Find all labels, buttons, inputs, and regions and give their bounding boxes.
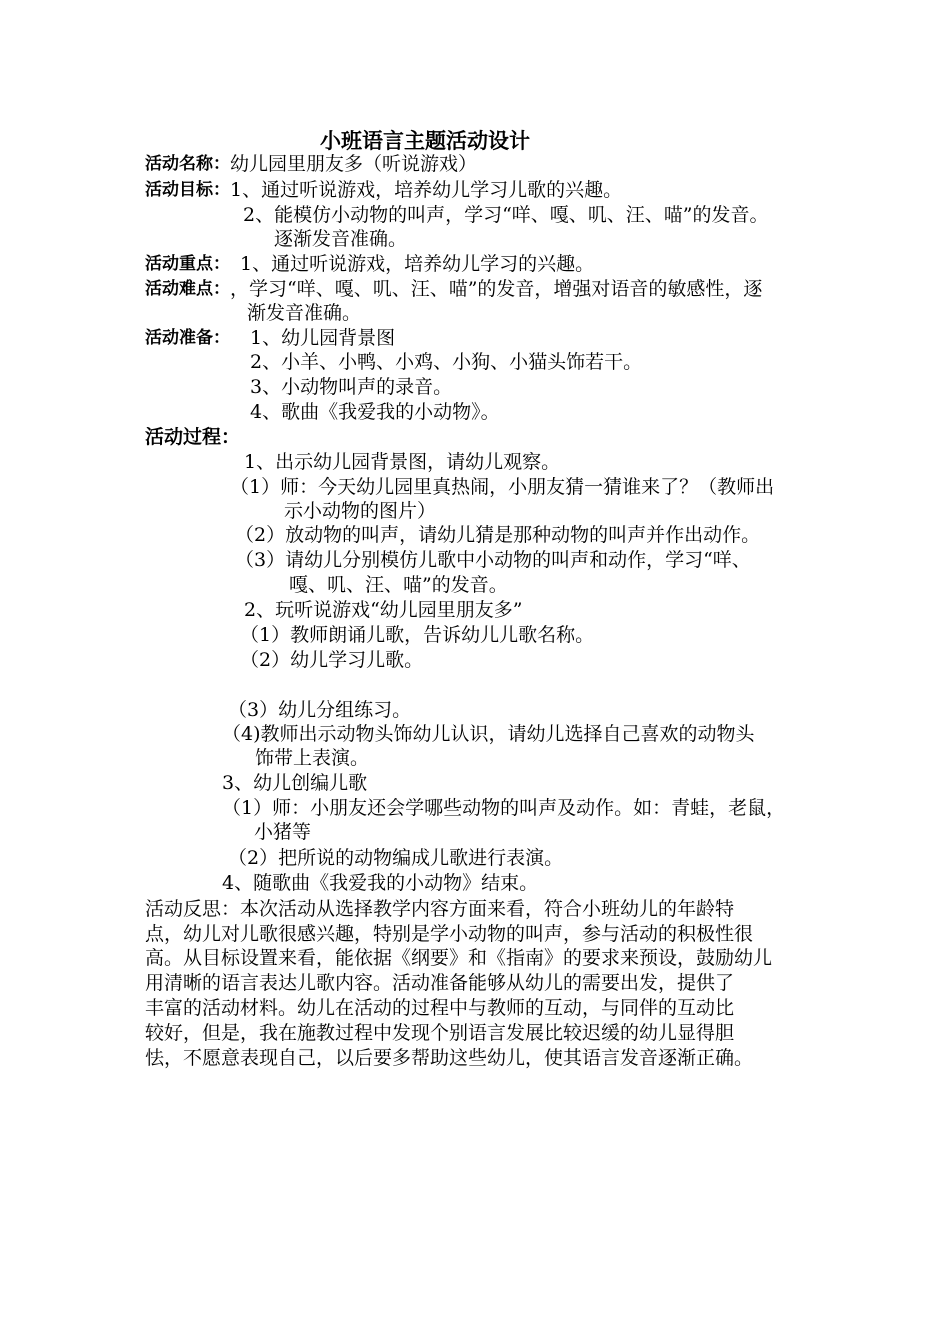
process-line: （3）幼儿分组练习。 [228,699,412,721]
process-line: （4)教师出示动物头饰幼儿认识，请幼儿选择自己喜欢的动物头 [222,723,755,745]
label-difficulty: 活动难点： [145,279,230,299]
difficulty-line: 渐发音准确。 [247,302,362,324]
process-line: 饰带上表演。 [255,747,370,769]
prep-item: 3、小动物叫声的录音。 [250,376,453,398]
goal-line: 2、能模仿小动物的叫声，学习“咩、嘎、叽、汪、喵”的发音。 [243,204,769,226]
prep-item: 1、幼儿园背景图 [250,327,396,349]
process-line: 3、幼儿创编儿歌 [222,772,368,794]
process-line: （1）教师朗诵儿歌，告诉幼儿儿歌名称。 [240,624,595,646]
process-line: 1、出示幼儿园背景图，请幼儿观察。 [244,451,561,473]
process-line: 嘎、叽、汪、喵”的发音。 [289,574,508,596]
reflection-line: 用清晰的语言表达儿歌内容。活动准备能够从幼儿的需要出发，提供了 [145,972,735,994]
reflection-line: 高。从目标设置来看，能依据《纲要》和《指南》的要求来预设，鼓励幼儿 [145,947,773,969]
label-activity-name: 活动名称： [145,154,230,174]
reflection-line: 活动反思：本次活动从选择教学内容方面来看，符合小班幼儿的年龄特 [145,898,735,920]
process-line: 2、玩听说游戏“幼儿园里朋友多” [244,599,523,621]
difficulty-line: ，学习“咩、嘎、叽、汪、喵”的发音，增强对语音的敏感性，逐 [230,278,763,300]
process-line: （2）放动物的叫声，请幼儿猜是那种动物的叫声并作出动作。 [235,524,761,546]
process-line: （1）师：小朋友还会学哪些动物的叫声及动作。如：青蛙，老鼠， [222,797,786,819]
label-preparation: 活动准备： [145,328,230,348]
reflection-line: 较好，但是，我在施教过程中发现个别语言发展比较迟缓的幼儿显得胆 [145,1022,735,1044]
process-line: （2）把所说的动物编成儿歌进行表演。 [228,847,564,869]
activity-name: 幼儿园里朋友多（听说游戏） [230,153,478,175]
process-line: （3）请幼儿分别模仿儿歌中小动物的叫声和动作，学习“咩、 [235,549,751,571]
prep-item: 2、小羊、小鸭、小鸡、小狗、小猫头饰若干。 [250,351,643,373]
label-key-point: 活动重点： [145,254,230,274]
process-line: 4、随歌曲《我爱我的小动物》结束。 [222,872,539,894]
process-line: 示小动物的图片） [284,500,437,522]
goal-line: 逐渐发音准确。 [274,228,408,250]
process-line: （2）幼儿学习儿歌。 [240,649,424,671]
reflection-line: 丰富的活动材料。幼儿在活动的过程中与教师的互动，与同伴的互动比 [145,997,735,1019]
reflection-line: 怯，不愿意表现自己，以后要多帮助这些幼儿，使其语言发音逐渐正确。 [145,1047,754,1069]
label-activity-goal: 活动目标： [145,180,230,200]
document-title: 小班语言主题活动设计 [320,128,530,153]
goal-line: 1、通过听说游戏，培养幼儿学习儿歌的兴趣。 [230,179,623,201]
key-point: 1、通过听说游戏，培养幼儿学习的兴趣。 [240,253,595,275]
prep-item: 4、歌曲《我爱我的小动物》。 [250,401,500,423]
process-line: （1）师：今天幼儿园里真热闹，小朋友猜一猜谁来了？（教师出 [230,476,775,498]
process-line: 小猪等 [254,821,312,843]
reflection-line: 点，幼儿对儿歌很感兴趣，特别是学小动物的叫声，参与活动的积极性很 [145,923,754,945]
label-process: 活动过程： [145,426,241,448]
